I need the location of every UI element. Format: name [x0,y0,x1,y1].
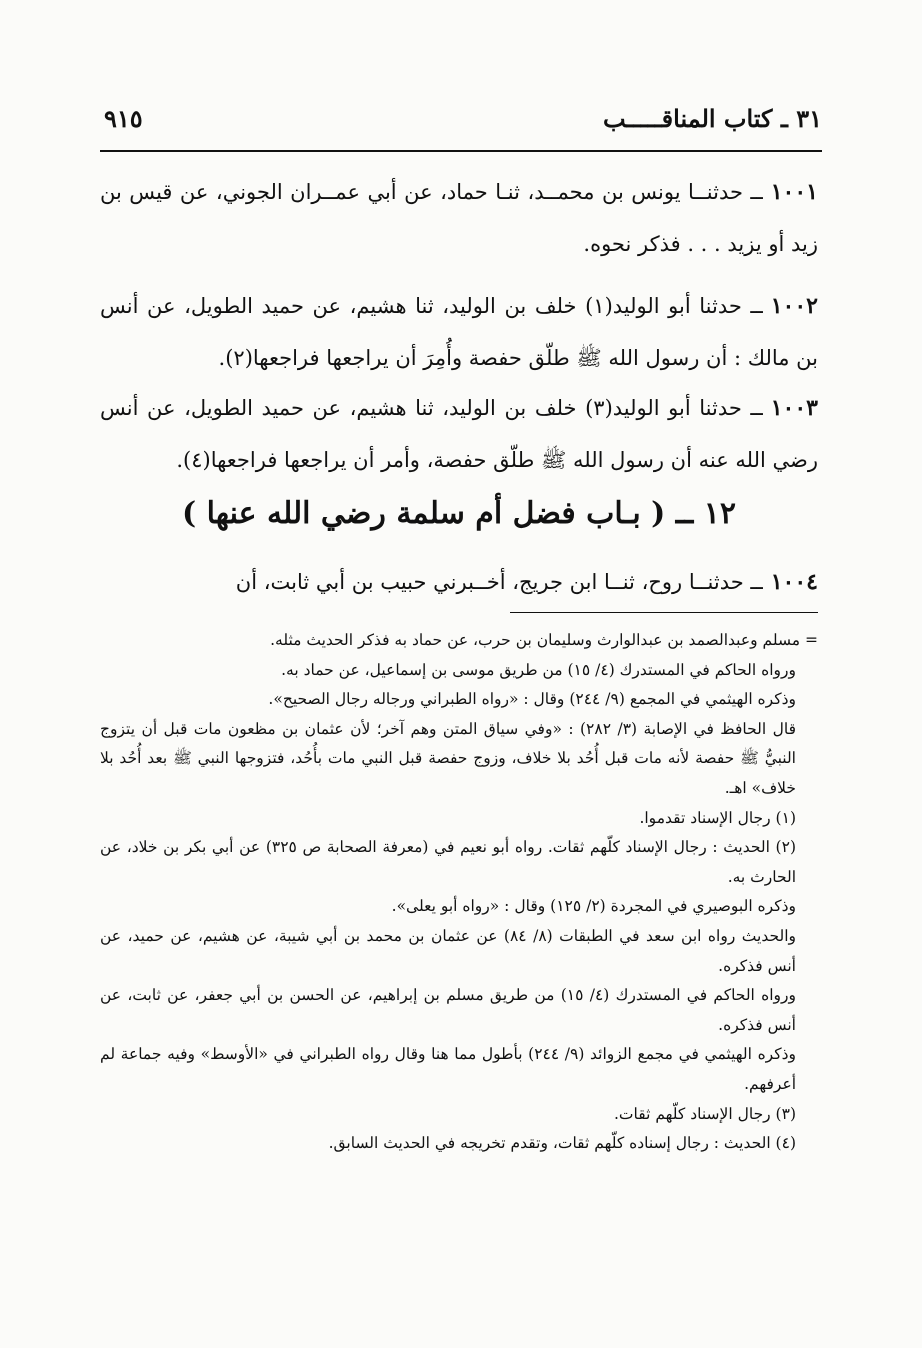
hadith-1001 [100,166,818,270]
footnote-line: (٤) الحديث : رجال إسناده كلّهم ثقات، وتقدم تخريجه في الحديث السابق. [328,1134,796,1153]
hadith-1004 [100,556,818,608]
footnote-line: (٢) الحديث : رجال الإسناد كلّهم ثقات. رواه أبو نعيم في (معرفة الصحابة ص ٣٢٥) عن أبي بكر بن خلاد، عن الحارث به. [100,838,796,886]
footnote-line: ورواه الحاكم في المستدرك (٤/ ١٥) من طريق مسلم بن إبراهيم، عن الحسن بن أبي جعفر، عن ثابت، عن أنس فذكره. [100,986,797,1034]
footnote-line: = مسلم وعبدالصمد بن عبدالوارث وسليمان بن حرب، عن حماد به فذكر الحديث مثله. [270,631,818,649]
page-header [100,100,822,140]
footnote-line: (٣) رجال الإسناد كلّهم ثقات. [614,1104,796,1123]
footnote-divider [510,612,818,613]
page-number: ٩١٥ [104,104,143,133]
chapter-title: ٣١ ـ كتاب المناقـــــب [602,104,822,133]
footnote-line: وذكره البوصيري في المجردة (٢/ ١٢٥) وقال : «رواه أبو يعلى». [391,897,796,916]
footnote-line: ورواه الحاكم في المستدرك (٤/ ١٥) من طريق موسى بن إسماعيل، عن حماد به. [281,660,796,679]
footnote-line: وذكره الهيثمي في المجمع (٩/ ٢٤٤) وقال : «رواه الطبراني ورجاله رجال الصحيح». [268,690,796,709]
footnote-line: (١) رجال الإسناد تقدموا. [639,808,796,827]
hadith-number: ١٠٠٢ [770,293,818,319]
hadith-number: ١٠٠٣ [770,395,818,421]
hadith-text: ــ حدثنــا يونس بن محمــد، ثنـا حماد، عن أبي عمــران الجوني، عن قيس بن زيد أو يزيد . . . فذكر نحوه. [100,180,818,256]
hadith-text: ــ حدثنــا روح، ثنــا ابن جريج، أخــبرني حبيب بن أبي ثابت، أن [235,570,763,594]
hadith-number: ١٠٠١ [770,179,818,205]
hadith-text: ــ حدثنا أبو الوليد(١) خلف بن الوليد، ثنا هشيم، عن حميد الطويل، عن أنس بن مالك : أن رسول الله ﷺ طلّق حفصة وأُمِرَ أن يراجعها فراجعها(٢). [100,294,818,370]
hadith-text: ــ حدثنا أبو الوليد(٣) خلف بن الوليد، ثنا هشيم، عن حميد الطويل، عن أنس رضي الله عنه أن رسول الله ﷺ طلّق حفصة، وأمر أن يراجعها فراجعها(٤). [100,396,818,472]
header-divider [100,150,822,152]
hadith-number: ١٠٠٤ [770,569,818,595]
hadith-1003 [100,382,818,486]
chapter-heading: ١٢ ــ ( بـاب فضل أم سلمة رضي الله عنها ) [181,496,737,531]
hadith-1002 [100,280,818,384]
footnote-line: وذكره الهيثمي في مجمع الزوائد (٩/ ٢٤٤) بأطول مما هنا وقال رواه الطبراني في «الأوسط» وفيه جماعة لم أعرفهم. [100,1045,797,1093]
footnote-line: والحديث رواه ابن سعد في الطبقات (٨/ ٨٤) عن عثمان بن محمد بن أبي شيبة، عن هشيم، عن حميد، عن أنس فذكره. [100,926,796,975]
footnote-line: قال الحافظ في الإصابة (٣/ ٢٨٢) : «وفي سياق المتن وهم آخر؛ لأن عثمان بن مظعون مات قبل أن يتزوج النبيُّ ﷺ حفصة لأنه مات قبل أُحُد بلا خلاف، وزوج حفصة قبل النبي مات بأُحُد، فتزوجها النبي ﷺ بعد أُحُد بلا خلاف» اهـ. [100,719,796,797]
footnotes [100,626,818,1159]
